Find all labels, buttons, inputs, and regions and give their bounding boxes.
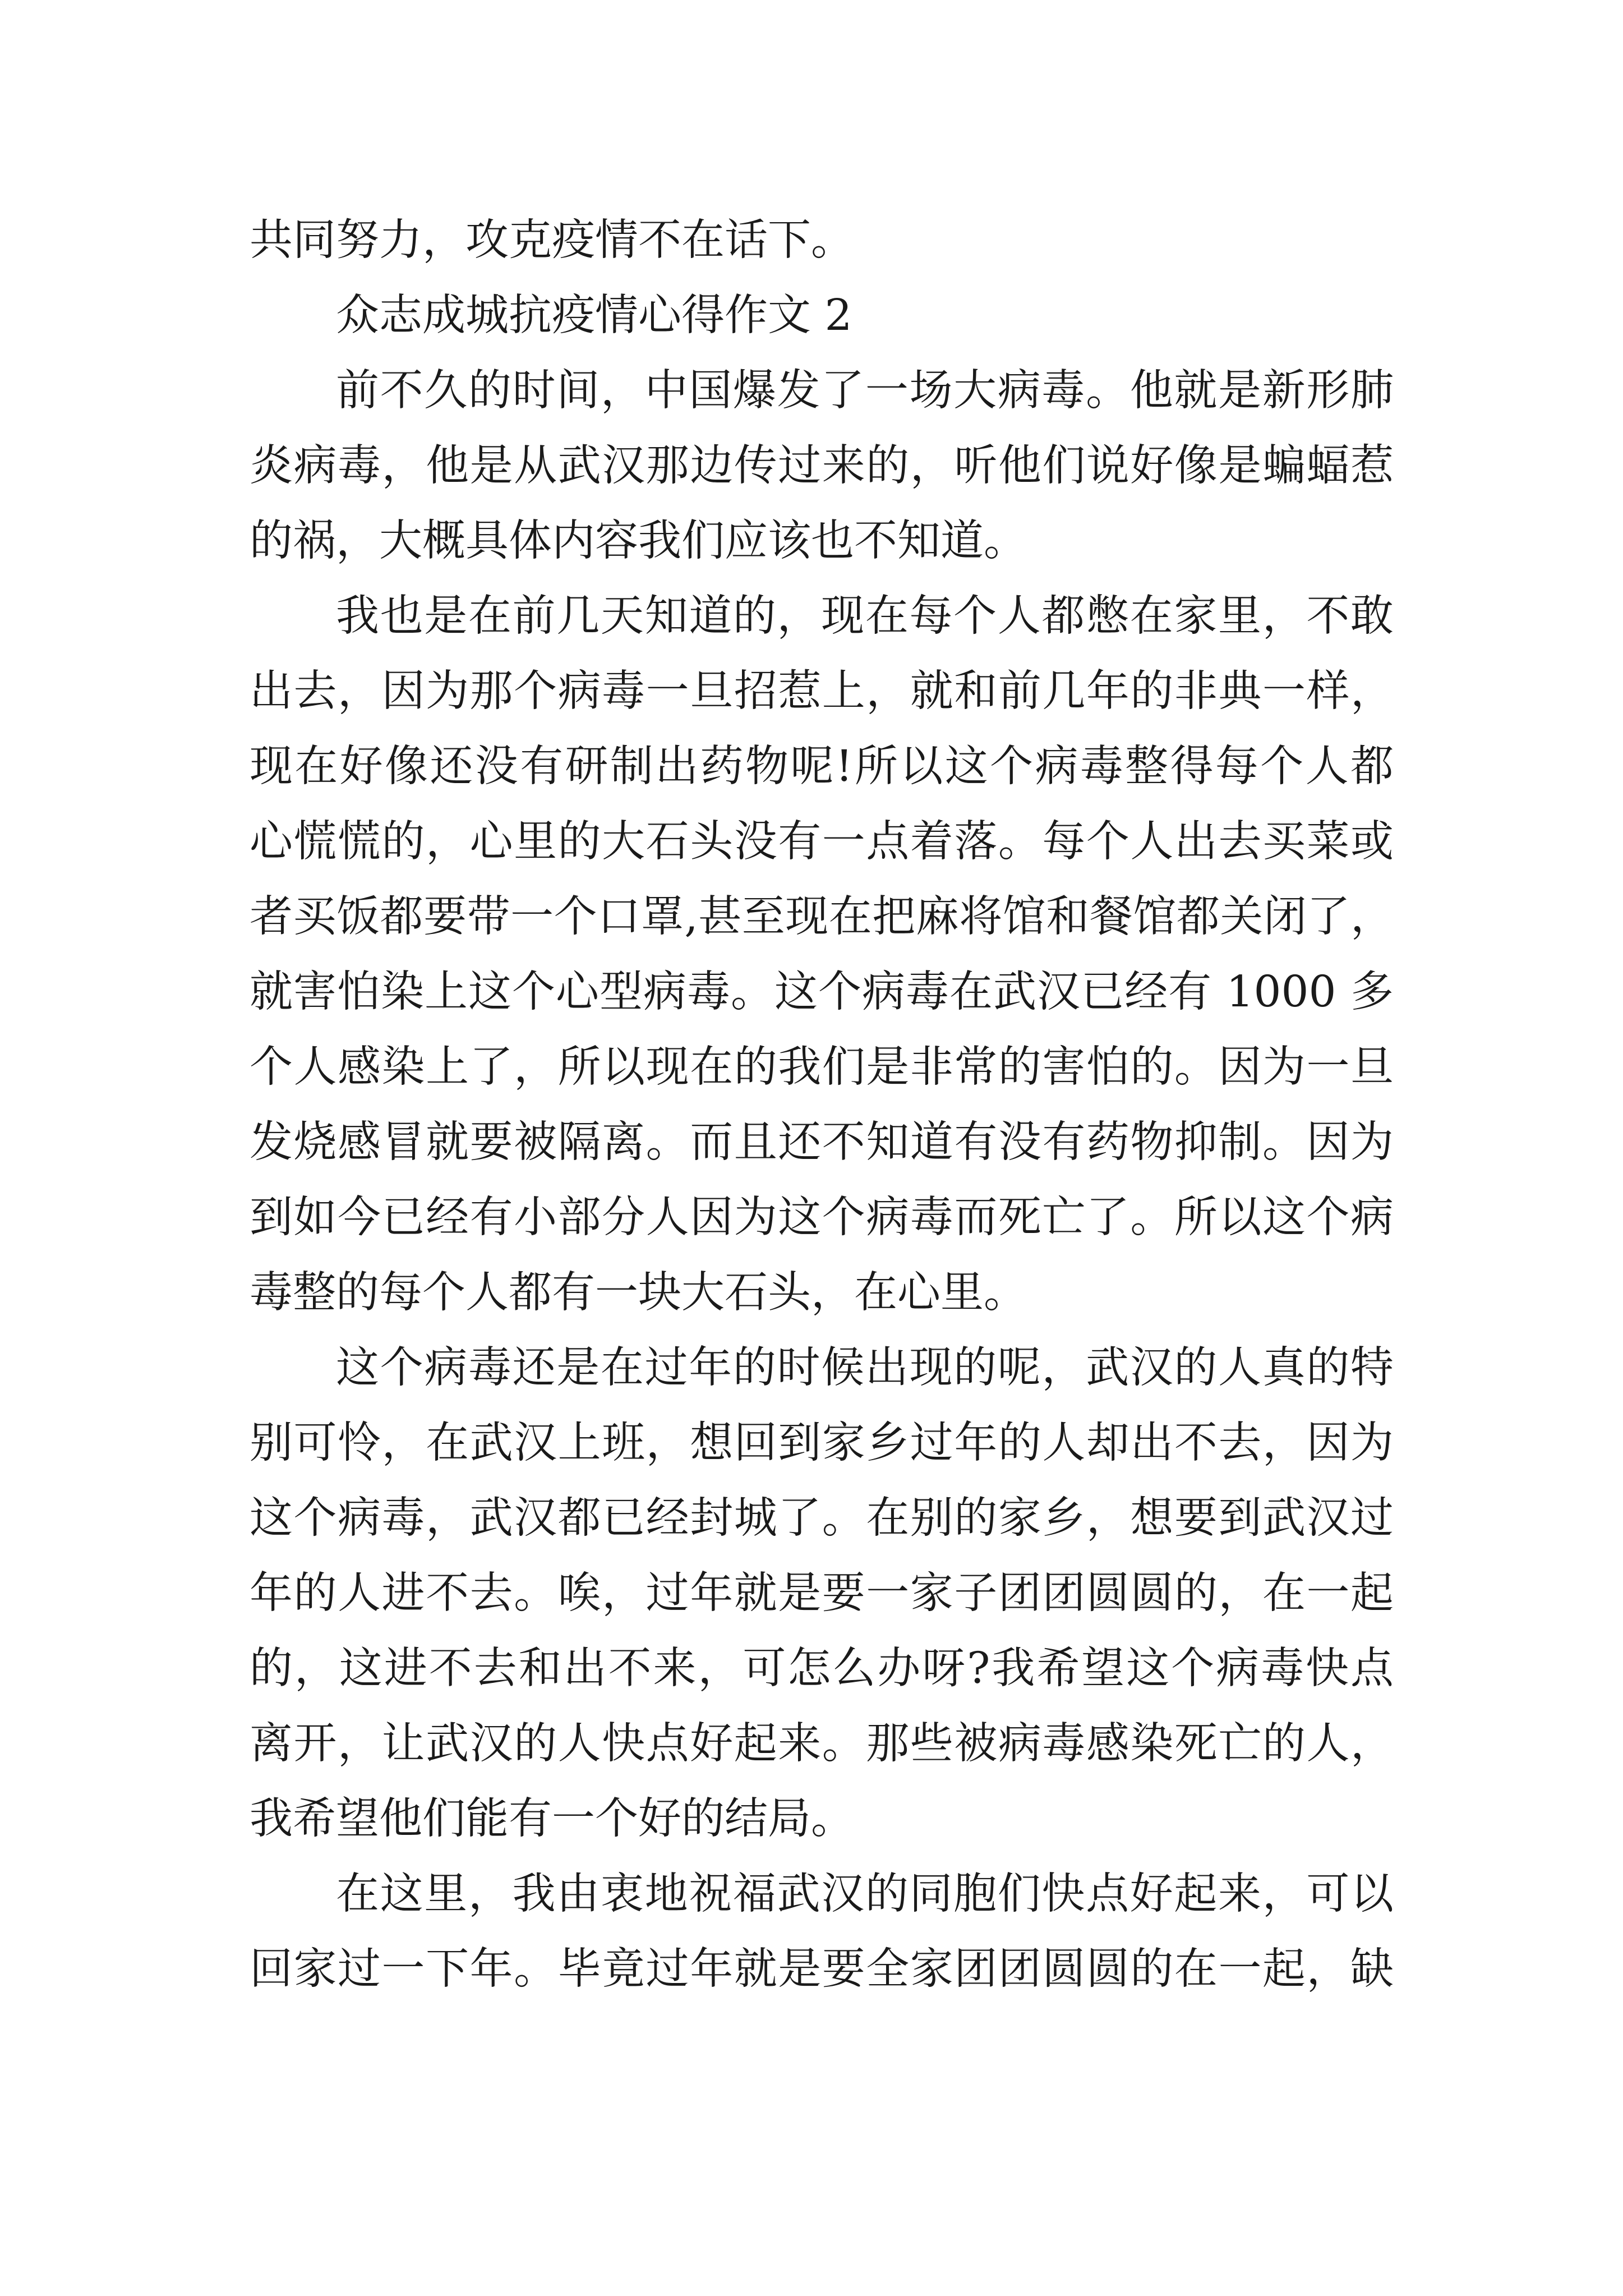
text-line: 这个病毒，武汉都已经封城了。在别的家乡，想要到武汉过 — [250, 1493, 1394, 1543]
text-line: 现在好像还没有研制出药物呢!所以这个病毒整得每个人都 — [250, 742, 1394, 792]
text-line: 个人感染上了，所以现在的我们是非常的害怕的。因为一旦 — [250, 1042, 1394, 1092]
text-line: 发烧感冒就要被隔离。而且还不知道有没有药物抑制。因为 — [250, 1117, 1394, 1167]
text-line: 共同努力，攻克疫情不在话下。 — [250, 215, 854, 265]
text-line: 的祸，大概具体内容我们应该也不知道。 — [250, 516, 1027, 566]
text-line: 就害怕染上这个心型病毒。这个病毒在武汉已经有 1000 多 — [250, 967, 1394, 1017]
text-line: 到如今已经有小部分人因为这个病毒而死亡了。所以这个病 — [250, 1193, 1394, 1243]
text-line: 这个病毒还是在过年的时候出现的呢，武汉的人真的特 — [336, 1343, 1394, 1393]
text-line: 别可怜，在武汉上班，想回到家乡过年的人却出不去，因为 — [250, 1418, 1394, 1468]
text-line: 在这里，我由衷地祝福武汉的同胞们快点好起来，可以 — [336, 1869, 1394, 1919]
text-line: 我也是在前几天知道的，现在每个人都憋在家里，不敢 — [336, 591, 1394, 641]
document-body — [250, 203, 1394, 2007]
text-line: 炎病毒，他是从武汉那边传过来的，听他们说好像是蝙蝠惹 — [250, 441, 1394, 491]
text-line: 我希望他们能有一个好的结局。 — [250, 1794, 854, 1844]
text-line: 者买饭都要带一个口罩,甚至现在把麻将馆和餐馆都关闭了， — [250, 892, 1394, 942]
text-line: 毒整的每个人都有一块大石头，在心里。 — [250, 1268, 1027, 1318]
text-line: 离开，让武汉的人快点好起来。那些被病毒感染死亡的人， — [250, 1719, 1394, 1769]
section-heading: 众志成城抗疫情心得作文 2 — [336, 291, 852, 341]
text-line: 的，这进不去和出不来，可怎么办呀?我希望这个病毒快点 — [250, 1644, 1394, 1694]
text-line: 心慌慌的，心里的大石头没有一点着落。每个人出去买菜或 — [250, 817, 1394, 867]
text-line: 年的人进不去。唉，过年就是要一家子团团圆圆的，在一起 — [250, 1568, 1394, 1618]
text-line: 回家过一下年。毕竟过年就是要全家团团圆圆的在一起，缺 — [250, 1944, 1394, 1994]
text-line: 前不久的时间，中国爆发了一场大病毒。他就是新形肺 — [336, 366, 1394, 416]
text-line: 出去，因为那个病毒一旦招惹上，就和前几年的非典一样， — [250, 666, 1394, 716]
